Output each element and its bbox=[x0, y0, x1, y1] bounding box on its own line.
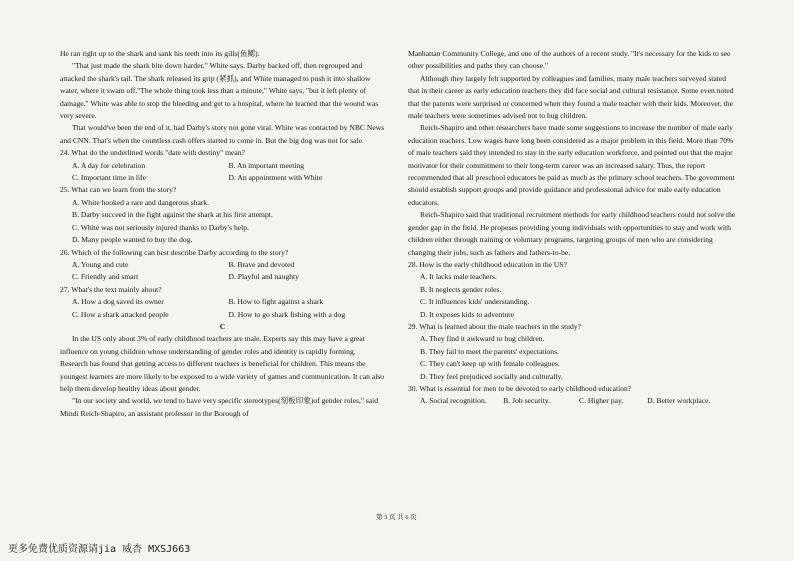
option: A. A day for celebration bbox=[72, 160, 146, 170]
option: A. They find it awkward to hug children. bbox=[420, 334, 545, 344]
passage-paragraph: Reich-Shapiro and other researchers have made some suggestions to increase the number of male early education teachers. Low wages have long been considered as a major problem in this field. More than 70% of male teachers said they intended to stay in the early education workforce, and pointed out that the major motivator for their commitment to their long-term career was an increased salary. Thus, the report recommended that all preschool educators be paid as much as the primary school teachers. The government should establish support groups and provide guidance and professional advice for male early education educators. bbox=[408, 123, 735, 207]
option: C. Higher pay. bbox=[579, 396, 624, 406]
question-stem: 26. Which of the following can best describe Darby according to the story? bbox=[60, 247, 289, 257]
passage-paragraph: Although they largely felt supported by colleagues and families, many male teachers surveyed stated that in their career as early education teachers they did face social and cultural resistance. Some even noted that the parents were surprised or concerned when they found a male teacher with their kids. Moreover, the male teachers were sometimes advised not to hug children. bbox=[408, 73, 734, 121]
option: B. Brave and devoted bbox=[228, 259, 295, 269]
option: B. An important meeting bbox=[228, 160, 305, 170]
story-line: He ran right up to the shark and sank his teeth into its gills(鱼鳃). bbox=[60, 49, 260, 58]
option-list bbox=[408, 271, 738, 321]
option: D. Playful and naughty bbox=[228, 272, 299, 282]
option: A. White hooked a rare and dangerous shark. bbox=[72, 197, 210, 207]
option: C. Friendly and smart bbox=[72, 272, 139, 282]
option: B. Darby succeed in the fight against the shark at his first attempt. bbox=[72, 210, 273, 220]
option: C. Important time in life bbox=[72, 173, 147, 183]
option: C. They can't keep up with female colleagues. bbox=[420, 359, 560, 369]
passage-paragraph: Reich-Shapiro said that traditional recruitment methods for early childhood teachers could not solve the gender gap in the field. He proposes providing young individuals with opportunities to stay and work with children either through training or voluntary programs, targeting groups of men who are considering changing their jobs, such as fathers and fathers-to-be. bbox=[408, 210, 736, 257]
option: A. It lacks male teachers. bbox=[420, 272, 497, 282]
section-label: C bbox=[219, 321, 226, 331]
option: A. How a dog saved its owner bbox=[72, 297, 164, 307]
story-line: "That just made the shark bite down harder," White says. Darby backed off, then regrouped and attacked the shark's tail. The shark released its grip (紧抓), and White managed to push it into shallow water, where it swam off."The whole thing took less than a minute," White says, "but it left plenty of damage." White was able to stop the bleeding and get to a hospital, where he learned that the wound was very severe. bbox=[60, 61, 379, 121]
right-column bbox=[408, 48, 738, 408]
option: D. It exposes kids to adventure bbox=[420, 309, 515, 319]
question-stem: 24. What do the underlined words "date with destiny" mean? bbox=[60, 148, 245, 158]
option: C. How a shark attacked people bbox=[72, 309, 169, 319]
question-stem: 25. What can we learn from the story? bbox=[60, 185, 177, 195]
option: D. How to go shark fishing with a dog bbox=[228, 309, 346, 319]
passage-paragraph: In the US only about 3% of early childhood teachers are male. Experts say this may have a great influence on young children whose understanding of gender roles and identity is rapidly forming. Research has found that getting access to different teachers is beneficial for children. This means the youngest learners are more likely to be exposed to a wide variety of games and communication. It can also help them develop healthy ideas about gender. bbox=[60, 334, 385, 393]
question-stem: 27. What's the text mainly about? bbox=[60, 284, 162, 294]
option: A. Social recognition. bbox=[420, 396, 487, 406]
option: B. It neglects gender roles. bbox=[420, 284, 502, 294]
option-list bbox=[60, 259, 385, 284]
page-number: 第 3 页 共 6 页 bbox=[376, 514, 417, 521]
option: A. Young and cute bbox=[72, 259, 129, 269]
option: D. They feel prejudiced socially and culturally. bbox=[420, 371, 563, 381]
option: C. It influences kids' understanding. bbox=[420, 297, 530, 307]
option: D. Better workplace. bbox=[647, 396, 711, 406]
option: C. White was not seriously injured thanks to Darby's help. bbox=[72, 222, 249, 232]
option-list bbox=[408, 395, 738, 407]
passage-paragraph: Manhattan Community College, and one of the authors of a recent study. "It's necessary for the kids to see other possibilities and paths they can choose." bbox=[408, 49, 731, 71]
question-stem: 29. What is learned about the male teachers in the study? bbox=[408, 321, 581, 331]
option: D. Many people wanted to buy the dog. bbox=[72, 235, 193, 245]
question-stem: 30. What is essential for men to be devoted to early childhood education? bbox=[408, 383, 632, 393]
option-list bbox=[408, 333, 738, 383]
option: D. An appointment with White bbox=[228, 173, 323, 183]
option: B. They fail to meet the parents' expectations. bbox=[420, 346, 559, 356]
option: B. How to fight against a shark bbox=[228, 297, 324, 307]
left-column bbox=[60, 48, 385, 420]
question-stem: 28. How is the early childhood education in the US? bbox=[408, 259, 568, 269]
option: B. Job security. bbox=[503, 396, 551, 406]
option-list bbox=[60, 197, 385, 247]
option-list bbox=[60, 160, 385, 185]
footer-note: 更多免费优质资源请jia 威杏 MXSJ663 bbox=[8, 544, 191, 555]
option-list bbox=[60, 296, 385, 321]
story-line: That would've been the end of it, had Darby's story not gone viral. White was contacted by NBC News and CNN. That's when the countless cash offers started to come in. But the big dog was not for sale. bbox=[60, 123, 385, 145]
passage-paragraph: "In our society and world, we tend to have very specific stereotypes(刻板印象)of gender roles," said Mindi Reich-Shapiro, an assistant professor in the Borough of bbox=[60, 396, 379, 418]
